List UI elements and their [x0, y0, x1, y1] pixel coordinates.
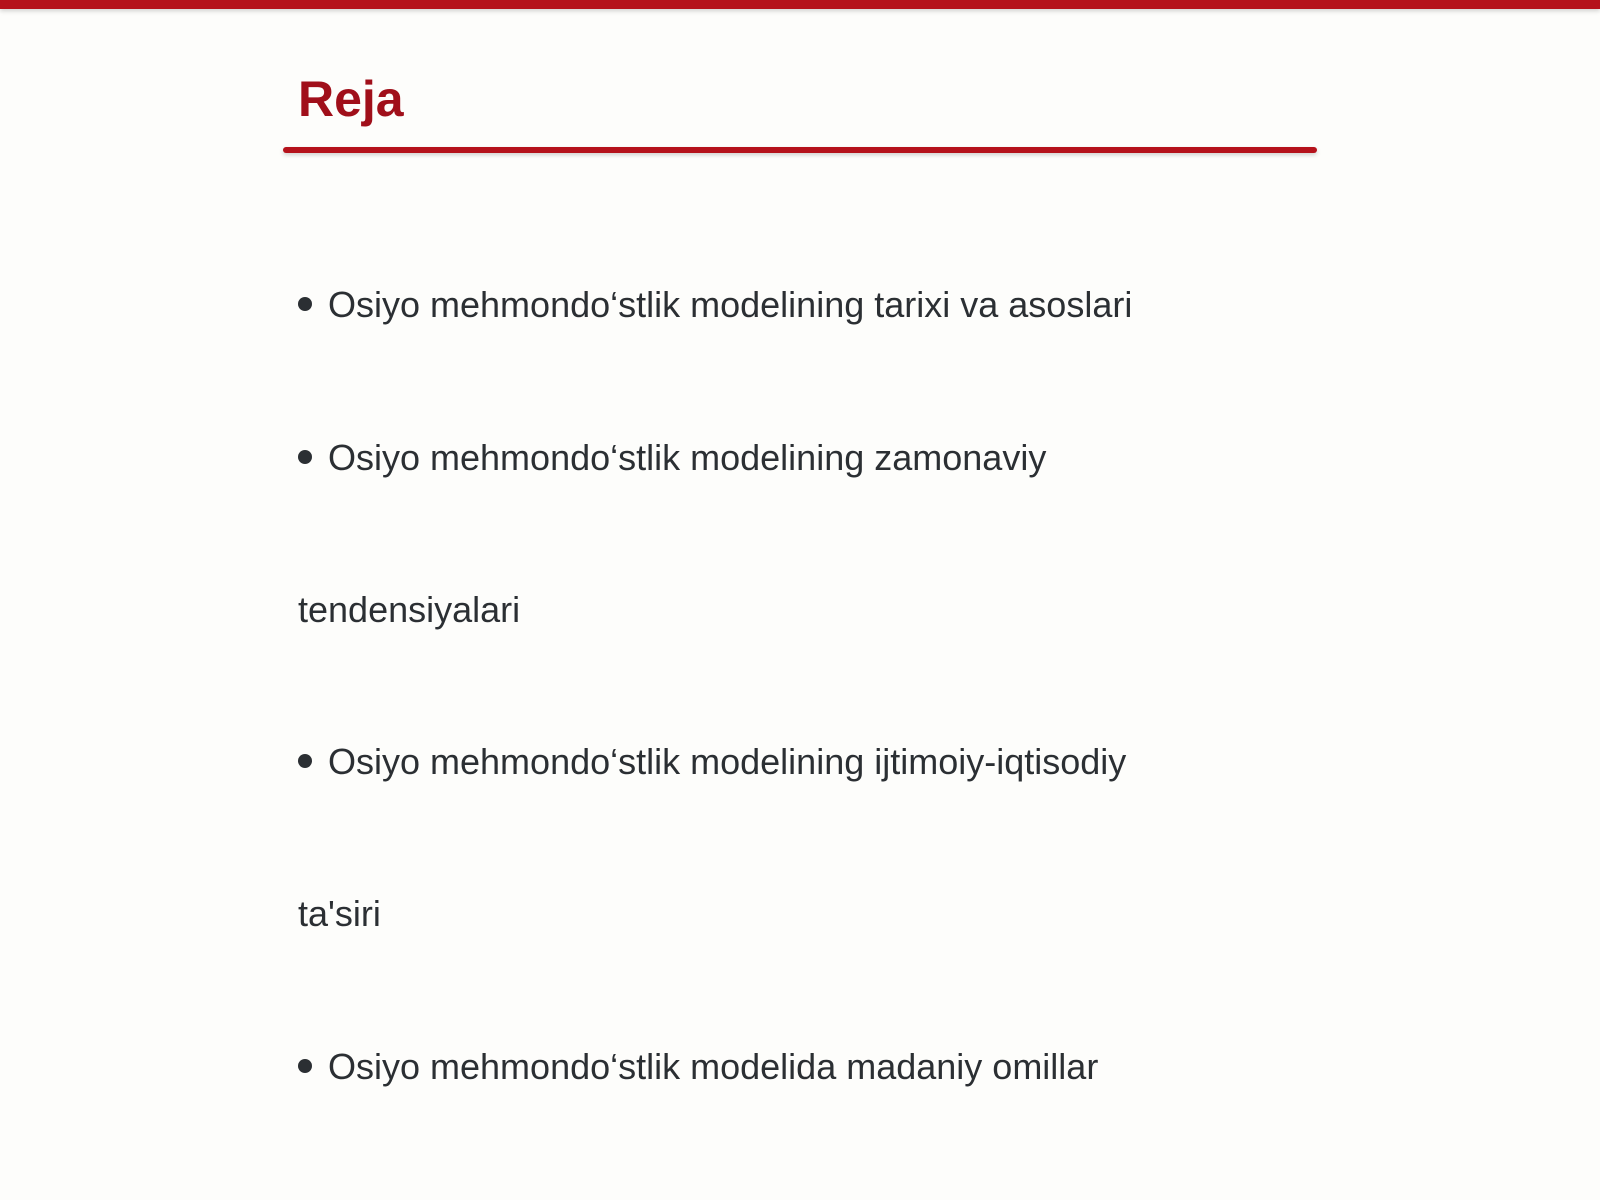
list-item-text: Osiyo mehmondo‘stlik modelining zamonaviy: [328, 437, 1047, 478]
list-item: [298, 740, 1126, 784]
list-item-text: Osiyo mehmondo‘stlik modelida madaniy omillar: [328, 1046, 1099, 1087]
bullet-icon: [298, 450, 312, 464]
list-item-text: ta'siri: [298, 893, 381, 934]
top-accent-bar: [0, 0, 1600, 9]
list-item-text: tendensiyalari: [298, 589, 521, 630]
list-item-continuation: [298, 892, 381, 936]
bullet-icon: [298, 297, 312, 311]
list-item: [298, 283, 1132, 327]
list-item-continuation: [298, 588, 520, 632]
list-item: [298, 436, 1046, 480]
slide-title: Reja: [298, 71, 404, 127]
list-item: [298, 1045, 1098, 1089]
list-item-text: Osiyo mehmondo‘stlik modelining tarixi va asoslari: [328, 284, 1133, 325]
title-underline: [283, 147, 1317, 153]
bullet-icon: [298, 1059, 312, 1073]
bullet-icon: [298, 754, 312, 768]
list-item-text: Osiyo mehmondo‘stlik modelining ijtimoiy-iqtisodiy: [328, 741, 1127, 782]
